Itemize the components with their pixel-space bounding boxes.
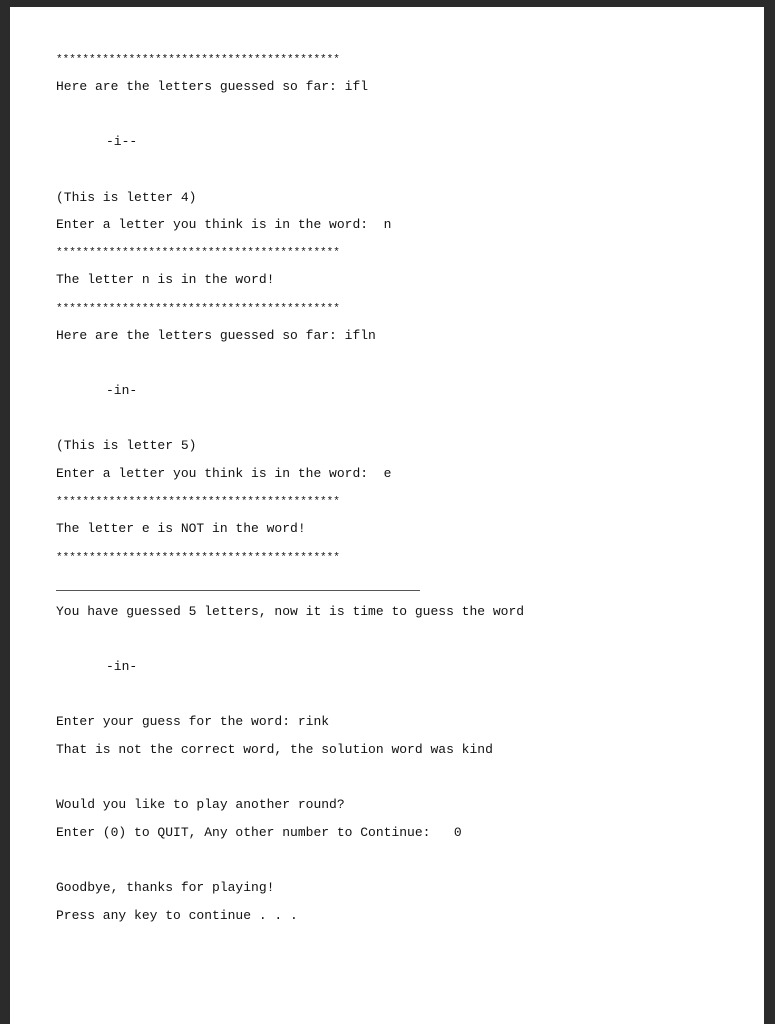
divider-line (56, 590, 420, 591)
word-pattern: -in- (106, 383, 138, 398)
letter-number-info: (This is letter 5) (56, 438, 197, 453)
separator-stars: ******************************************* (56, 496, 340, 508)
quit-prompt: Enter (0) to QUIT, Any other number to Continue: 0 (56, 825, 462, 840)
separator-stars: ******************************************* (56, 552, 340, 564)
letters-guessed-line: Here are the letters guessed so far: ifln (56, 328, 376, 343)
letter-result: The letter e is NOT in the word! (56, 521, 306, 536)
word-pattern: -i-- (106, 134, 138, 149)
play-again-question: Would you like to play another round? (56, 797, 345, 812)
separator-stars: ******************************************* (56, 247, 340, 259)
letter-prompt: Enter a letter you think is in the word: e (56, 466, 392, 481)
word-pattern: -in- (106, 659, 138, 674)
press-any-key: Press any key to continue . . . (56, 908, 298, 923)
letters-guessed-line: Here are the letters guessed so far: ifl (56, 79, 369, 94)
letter-prompt: Enter a letter you think is in the word: n (56, 217, 392, 232)
guessed-letters-summary: You have guessed 5 letters, now it is time to guess the word (56, 604, 525, 619)
separator-stars: ******************************************* (56, 303, 340, 315)
goodbye-message: Goodbye, thanks for playing! (56, 880, 275, 895)
letter-number-info: (This is letter 4) (56, 190, 197, 205)
letter-result: The letter n is in the word! (56, 272, 275, 287)
console-output (10, 7, 764, 1024)
separator-stars: ******************************************* (56, 54, 340, 66)
word-guess-result: That is not the correct word, the solution word was kind (56, 742, 493, 757)
word-guess-prompt: Enter your guess for the word: rink (56, 714, 330, 729)
